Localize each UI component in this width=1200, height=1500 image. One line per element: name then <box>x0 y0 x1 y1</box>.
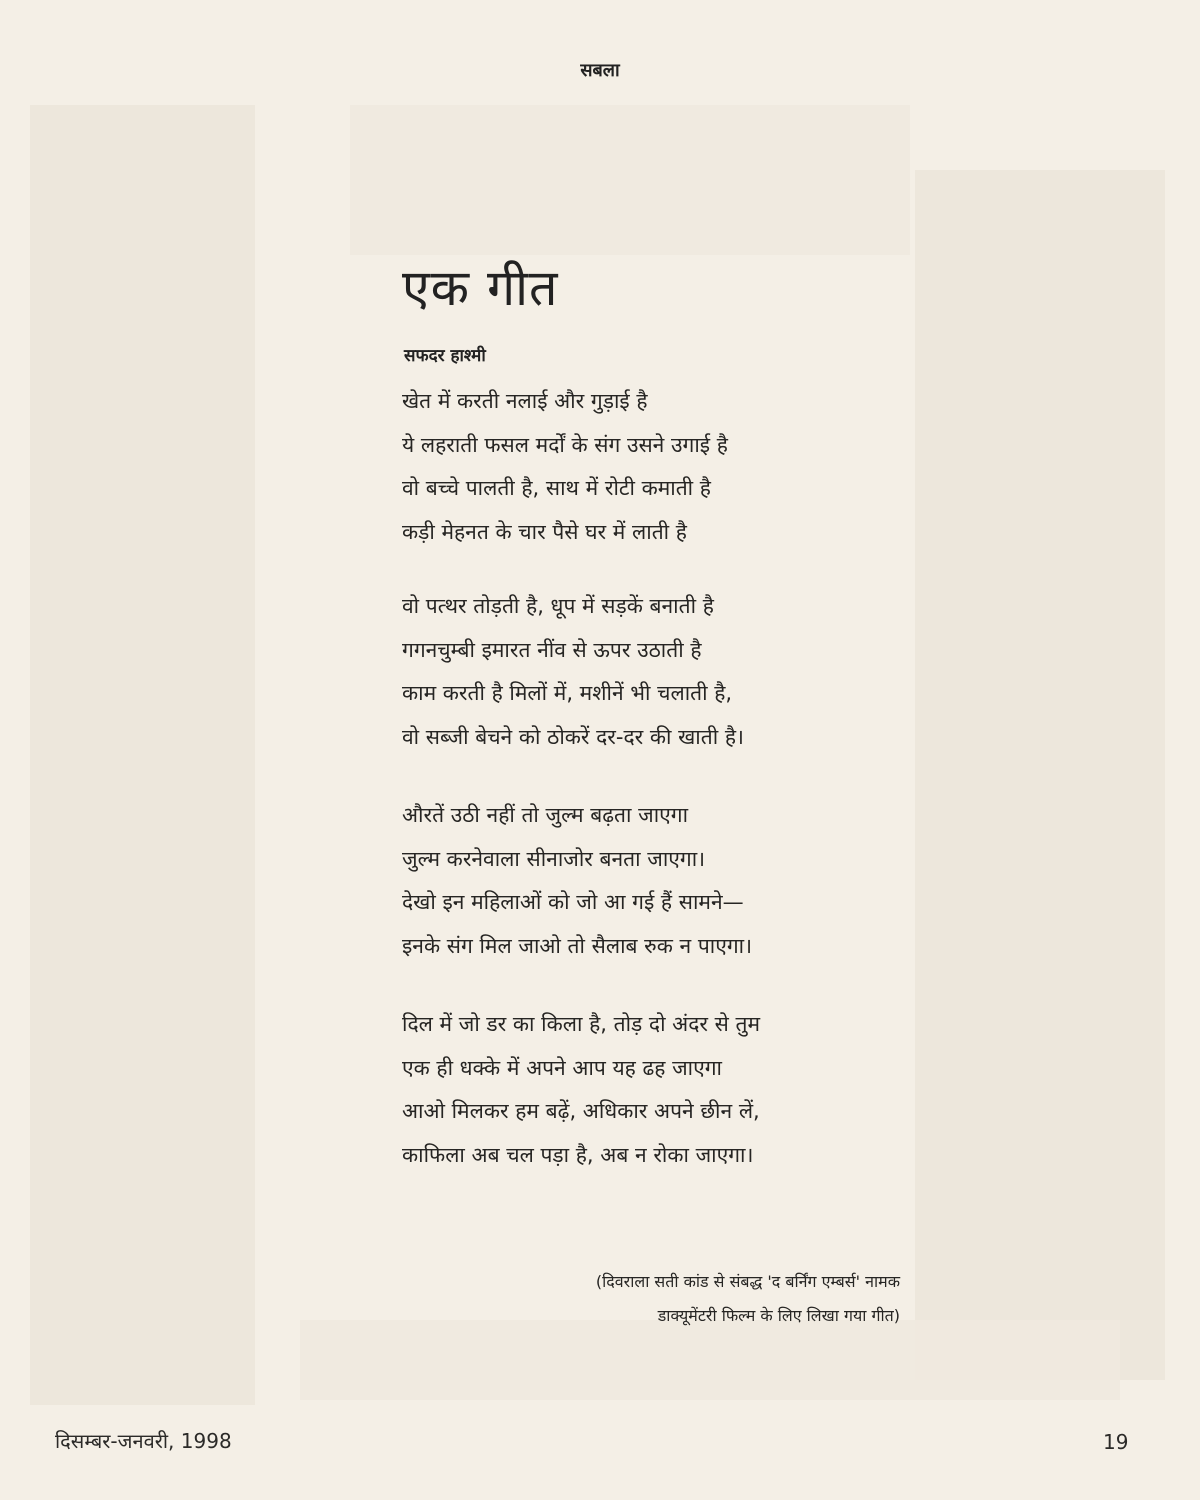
poem-line: औरतें उठी नहीं तो जुल्म बढ़ता जाएगा <box>402 803 689 827</box>
stanza-1 <box>402 380 922 554</box>
source-note-line: डाक्यूमेंटरी फिल्म के लिए लिखा गया गीत) <box>657 1306 900 1325</box>
poem-line: ये लहराती फसल मर्दों के संग उसने उगाई है <box>402 432 728 457</box>
poem-line: इनके संग मिल जाओ तो सैलाब रुक न पाएगा। <box>402 933 753 958</box>
poem-line: देखो इन महिलाओं को जो आ गई हैं सामने— <box>402 890 744 914</box>
poem-line: खेत में करती नलाई और गुड़ाई है <box>402 389 648 413</box>
bleed-through-top <box>350 105 910 255</box>
poem-line: वो पत्थर तोड़ती है, धूप में सड़कें बनाती है <box>402 594 714 618</box>
running-header: सबला <box>580 60 620 81</box>
poem-title: एक गीत <box>402 259 559 317</box>
bleed-through-right <box>915 170 1165 1380</box>
source-note <box>596 1265 900 1333</box>
poem-author: सफदर हाश्मी <box>404 346 486 366</box>
poem-body <box>402 380 922 1177</box>
issue-date: दिसम्बर-जनवरी, 1998 <box>55 1429 232 1453</box>
poem-line: काम करती है मिलों में, मशीनें भी चलाती है, <box>402 681 733 705</box>
poem-line: कड़ी मेहनत के चार पैसे घर में लाती है <box>402 519 687 544</box>
stanza-2 <box>402 585 922 759</box>
poem-line: जुल्म करनेवाला सीनाजोर बनता जाएगा। <box>402 846 706 871</box>
stanza-4 <box>402 1003 922 1177</box>
source-note-line: (दिवराला सती कांड से संबद्ध 'द बर्निंग एम्बर्स' नामक <box>595 1272 900 1291</box>
poem-line: वो बच्चे पालती है, साथ में रोटी कमाती है <box>402 476 711 500</box>
page-number: 19 <box>1103 1430 1129 1454</box>
poem-line: वो सब्जी बेचने को ठोकरें दर-दर की खाती है। <box>402 724 744 749</box>
poem-line: गगनचुम्बी इमारत नींव से ऊपर उठाती है <box>402 637 702 662</box>
stanza-3 <box>402 794 922 968</box>
poem-line: आओ मिलकर हम बढ़ें, अधिकार अपने छीन लें, <box>402 1099 760 1123</box>
stanza-gap <box>402 554 922 585</box>
poem-line: काफिला अब चल पड़ा है, अब न रोका जाएगा। <box>402 1142 754 1167</box>
stanza-gap <box>402 968 922 1003</box>
bleed-through-left <box>30 105 255 1405</box>
stanza-gap <box>402 759 922 794</box>
poem-line: एक ही धक्के में अपने आप यह ढह जाएगा <box>402 1055 722 1080</box>
poem-line: दिल में जो डर का किला है, तोड़ दो अंदर से तुम <box>402 1012 761 1036</box>
